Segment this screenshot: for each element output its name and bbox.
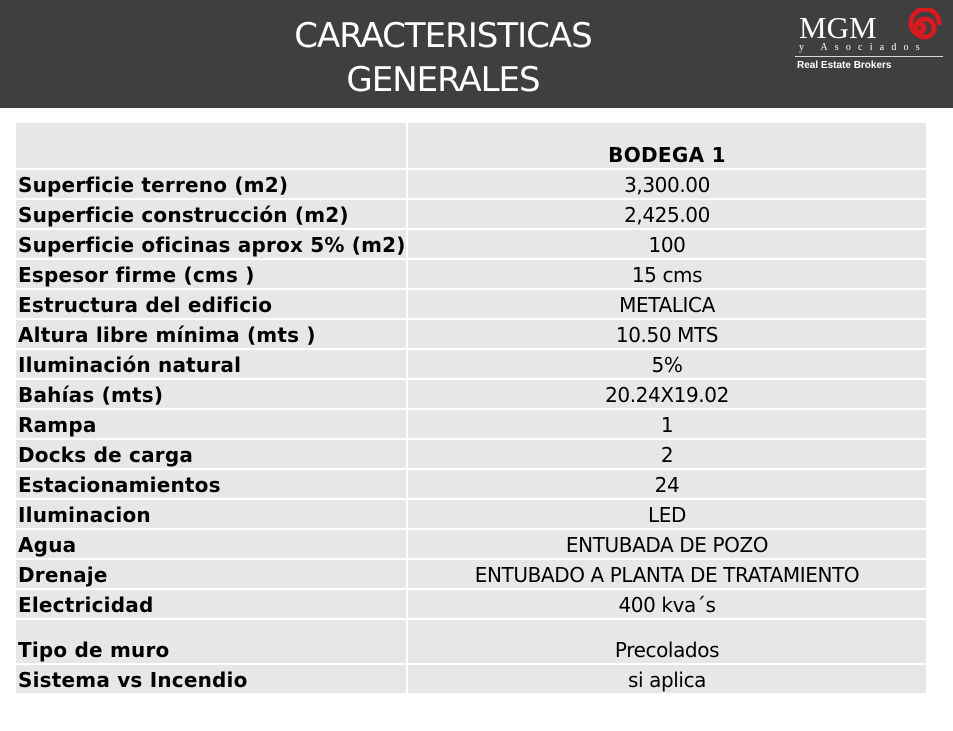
row-value: 2,425.00	[408, 200, 926, 228]
logo-tagline: Real Estate Brokers	[797, 60, 892, 71]
row-label: Agua	[16, 530, 406, 558]
table-row	[16, 590, 926, 618]
row-label: Superficie oficinas aprox 5% (m2)	[16, 230, 406, 258]
row-value: 1	[408, 410, 926, 438]
logo-divider	[795, 56, 943, 57]
row-label: Iluminacion	[16, 500, 406, 528]
title-line-1: CARACTERISTICAS	[294, 16, 592, 56]
row-label: Rampa	[16, 410, 406, 438]
row-label: Estacionamientos	[16, 470, 406, 498]
table-row	[16, 380, 926, 408]
table-row	[16, 200, 926, 228]
table-row	[16, 260, 926, 288]
row-value: 10.50 MTS	[408, 320, 926, 348]
row-label: Drenaje	[16, 560, 406, 588]
company-logo	[795, 8, 945, 74]
row-label: Estructura del edificio	[16, 290, 406, 318]
row-value: si aplica	[408, 665, 926, 693]
table-row	[16, 620, 926, 663]
row-value: ENTUBADA DE POZO	[408, 530, 926, 558]
characteristics-table	[16, 123, 926, 695]
table-row	[16, 290, 926, 318]
table-row	[16, 665, 926, 693]
table-row	[16, 170, 926, 198]
row-value: 3,300.00	[408, 170, 926, 198]
row-label: Bahías (mts)	[16, 380, 406, 408]
row-value: ENTUBADO A PLANTA DE TRATAMIENTO	[408, 560, 926, 588]
column-header-bodega: BODEGA 1	[408, 123, 926, 168]
table-header-row	[16, 123, 926, 168]
row-label: Superficie terreno (m2)	[16, 170, 406, 198]
row-value: METALICA	[408, 290, 926, 318]
row-value: 15 cms	[408, 260, 926, 288]
table-row	[16, 320, 926, 348]
row-value: 2	[408, 440, 926, 468]
table-row	[16, 560, 926, 588]
row-label: Espesor firme (cms )	[16, 260, 406, 288]
row-value: 100	[408, 230, 926, 258]
header-label-cell	[16, 123, 406, 168]
table-row	[16, 530, 926, 558]
row-value: 20.24X19.02	[408, 380, 926, 408]
row-label: Altura libre mínima (mts )	[16, 320, 406, 348]
row-value: LED	[408, 500, 926, 528]
table-row	[16, 410, 926, 438]
title-line-2: GENERALES	[346, 60, 540, 100]
row-label: Sistema vs Incendio	[16, 665, 406, 693]
table-row	[16, 500, 926, 528]
logo-subtitle: y Asociados	[799, 42, 927, 53]
row-value: 24	[408, 470, 926, 498]
row-value: 5%	[408, 350, 926, 378]
table-row	[16, 230, 926, 258]
table-row	[16, 440, 926, 468]
row-label: Superficie construcción (m2)	[16, 200, 406, 228]
row-label: Docks de carga	[16, 440, 406, 468]
row-label: Electricidad	[16, 590, 406, 618]
row-value: Precolados	[408, 620, 926, 663]
header-bar	[0, 0, 953, 108]
table-row	[16, 470, 926, 498]
logo-brand: MGM	[799, 10, 877, 45]
row-label: Tipo de muro	[16, 620, 406, 663]
page-title	[230, 14, 656, 102]
row-value: 400 kva´s	[408, 590, 926, 618]
table-row	[16, 350, 926, 378]
row-label: Iluminación natural	[16, 350, 406, 378]
